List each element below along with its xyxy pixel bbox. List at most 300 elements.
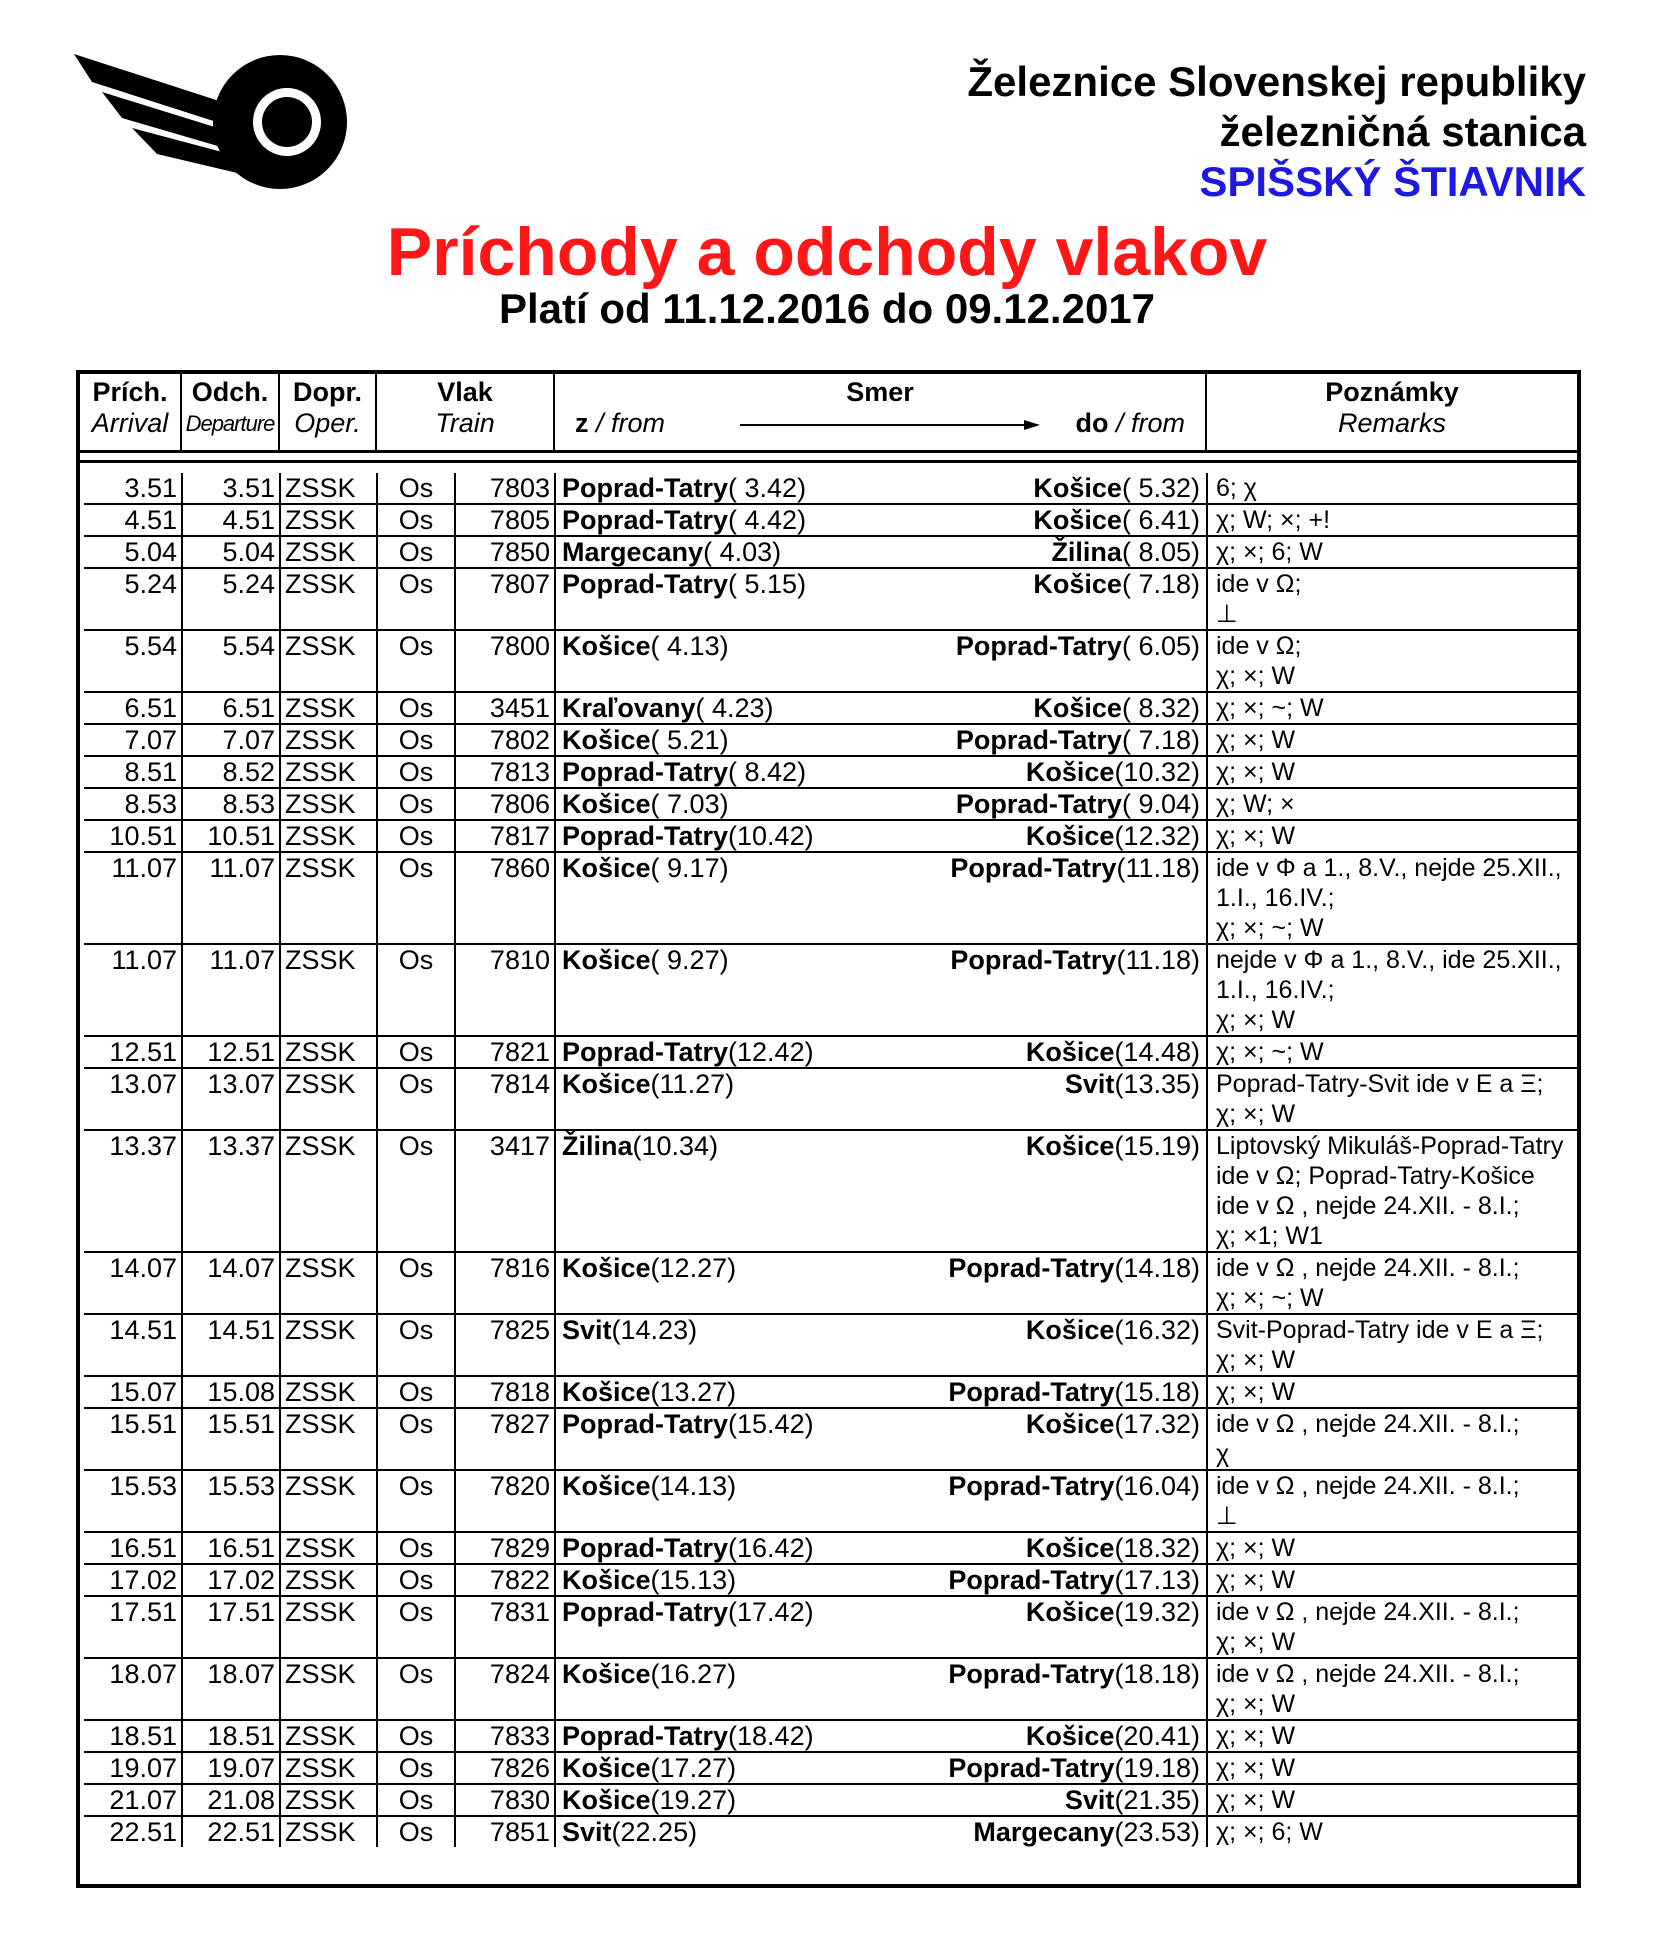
train-number: 7818 <box>455 1376 555 1408</box>
train-type: Os <box>377 504 455 536</box>
remarks <box>1207 536 1577 568</box>
train-type: Os <box>377 1376 455 1408</box>
remark-line: χ; ×; W <box>1216 1378 1296 1406</box>
train-type: Os <box>377 1068 455 1130</box>
origin-station: Poprad-Tatry <box>562 821 729 851</box>
table-row <box>84 1068 1577 1130</box>
destination-station: Poprad-Tatry <box>948 1565 1115 1595</box>
remarks <box>1207 724 1577 756</box>
train-number: 7802 <box>455 724 555 756</box>
destination-time: ( 6.05) <box>1121 631 1200 661</box>
origin-time: ( 4.13) <box>650 631 729 661</box>
arrival-time: 11.07 <box>84 944 182 1036</box>
operator: ZSSK <box>280 1130 377 1252</box>
destination-time: (18.32) <box>1114 1533 1200 1563</box>
train-number: 7817 <box>455 820 555 852</box>
origin-station: Košice <box>562 1471 651 1501</box>
remark-line: χ; W; ×; +! <box>1216 506 1331 534</box>
operator: ZSSK <box>280 1596 377 1658</box>
train-type: Os <box>377 788 455 820</box>
operator: ZSSK <box>280 1658 377 1720</box>
train-type: Os <box>377 1036 455 1068</box>
arrow-right-icon <box>740 420 1040 430</box>
origin-station: Košice <box>562 1659 651 1689</box>
destination-time: (16.04) <box>1114 1471 1200 1501</box>
origin-station: Margecany <box>562 537 704 567</box>
train-number: 7816 <box>455 1252 555 1314</box>
operator: ZSSK <box>280 630 377 692</box>
operator: ZSSK <box>280 1720 377 1752</box>
origin-station: Poprad-Tatry <box>562 1533 729 1563</box>
destination-station: Poprad-Tatry <box>955 789 1122 819</box>
operator: ZSSK <box>280 1564 377 1596</box>
table-row <box>84 630 1577 692</box>
departure-time: 13.07 <box>182 1068 280 1130</box>
arrival-time: 5.04 <box>84 536 182 568</box>
remarks <box>1207 820 1577 852</box>
operator: ZSSK <box>280 1816 377 1847</box>
remark-line: ide v Ω , nejde 24.XII. - 8.I.; <box>1216 1472 1520 1500</box>
destination-time: ( 8.05) <box>1121 537 1200 567</box>
departure-time: 14.51 <box>182 1314 280 1376</box>
remark-line: χ; ×; 6; W <box>1216 1818 1323 1846</box>
remark-line: nejde v Φ a 1., 8.V., ide 25.XII., <box>1216 946 1562 974</box>
train-number: 3417 <box>455 1130 555 1252</box>
train-type: Os <box>377 756 455 788</box>
table-row <box>84 568 1577 630</box>
origin-station: Poprad-Tatry <box>562 757 729 787</box>
col-operator-header: Dopr. Oper. <box>292 377 362 438</box>
operator: ZSSK <box>280 1376 377 1408</box>
operator: ZSSK <box>280 756 377 788</box>
origin-time: ( 4.42) <box>728 505 807 535</box>
train-number: 7810 <box>455 944 555 1036</box>
train-number: 7813 <box>455 756 555 788</box>
destination-time: (15.18) <box>1114 1377 1200 1407</box>
departure-time: 14.07 <box>182 1252 280 1314</box>
arrival-time: 17.51 <box>84 1596 182 1658</box>
arrival-time: 14.07 <box>84 1252 182 1314</box>
table-row <box>84 1408 1577 1470</box>
arrival-time: 5.24 <box>84 568 182 630</box>
table-row <box>84 944 1577 1036</box>
remark-line: Liptovský Mikuláš-Poprad-Tatry <box>1216 1132 1564 1160</box>
operator: ZSSK <box>280 944 377 1036</box>
remark-line: ide v Ω , nejde 24.XII. - 8.I.; <box>1216 1254 1520 1282</box>
origin-time: ( 3.42) <box>728 473 807 503</box>
remarks <box>1207 692 1577 724</box>
operator: ZSSK <box>280 820 377 852</box>
remark-line: χ; ×; W <box>1216 1006 1296 1034</box>
direction-to-label: do / from <box>1075 408 1185 438</box>
train-number: 7800 <box>455 630 555 692</box>
destination-time: (15.19) <box>1114 1131 1200 1161</box>
remark-line: ide v Ω , nejde 24.XII. - 8.I.; <box>1216 1598 1520 1626</box>
train-number: 7831 <box>455 1596 555 1658</box>
origin-station: Košice <box>562 945 651 975</box>
arrival-time: 18.07 <box>84 1658 182 1720</box>
origin-time: (18.42) <box>728 1721 814 1751</box>
destination-station: Košice <box>1025 821 1115 851</box>
arrival-time: 18.51 <box>84 1720 182 1752</box>
table-row <box>84 692 1577 724</box>
remark-line: χ; ×; W <box>1216 1534 1296 1562</box>
train-number: 7826 <box>455 1752 555 1784</box>
departure-time: 4.51 <box>182 504 280 536</box>
arrival-time: 19.07 <box>84 1752 182 1784</box>
remarks <box>1207 1564 1577 1596</box>
operator: ZSSK <box>280 504 377 536</box>
origin-time: ( 4.03) <box>703 537 782 567</box>
departure-time: 12.51 <box>182 1036 280 1068</box>
arrival-time: 15.53 <box>84 1470 182 1532</box>
destination-station: Margecany <box>973 1817 1115 1847</box>
origin-time: (17.27) <box>650 1753 737 1783</box>
operator: ZSSK <box>280 473 377 504</box>
remark-line: χ; ×; W <box>1216 726 1296 754</box>
remark-line: χ; ×; 6; W <box>1216 538 1323 566</box>
arrival-time: 6.51 <box>84 692 182 724</box>
remark-line: χ; ×; W <box>1216 1566 1296 1594</box>
train-number: 3451 <box>455 692 555 724</box>
direction <box>555 1658 1207 1720</box>
departure-time: 21.08 <box>182 1784 280 1816</box>
direction <box>555 1816 1207 1847</box>
remark-line: χ; ×; ~; W <box>1216 914 1324 942</box>
origin-station: Košice <box>562 725 651 755</box>
operator: ZSSK <box>280 568 377 630</box>
remark-line: ide v Φ a 1., 8.V., nejde 25.XII., <box>1216 854 1562 882</box>
train-type: Os <box>377 1408 455 1470</box>
arrival-time: 21.07 <box>84 1784 182 1816</box>
origin-station: Košice <box>562 631 651 661</box>
destination-station: Poprad-Tatry <box>950 853 1117 883</box>
train-number: 7827 <box>455 1408 555 1470</box>
train-type: Os <box>377 692 455 724</box>
remark-line: χ; ×; W <box>1216 1100 1296 1128</box>
remark-line: χ; W; × <box>1216 790 1295 818</box>
table-row <box>84 788 1577 820</box>
train-number: 7824 <box>455 1658 555 1720</box>
table-row <box>84 1784 1577 1816</box>
destination-time: (23.53) <box>1114 1817 1200 1847</box>
arrival-time: 14.51 <box>84 1314 182 1376</box>
departure-time: 17.02 <box>182 1564 280 1596</box>
origin-station: Poprad-Tatry <box>562 1037 729 1067</box>
direction <box>555 1068 1207 1130</box>
remark-line: χ; ×; W <box>1216 758 1296 786</box>
origin-time: ( 7.03) <box>650 789 729 819</box>
operator: ZSSK <box>280 536 377 568</box>
origin-time: (13.27) <box>650 1377 737 1407</box>
destination-time: ( 9.04) <box>1121 789 1200 819</box>
train-number: 7807 <box>455 568 555 630</box>
departure-time: 15.51 <box>182 1408 280 1470</box>
train-number: 7825 <box>455 1314 555 1376</box>
arrival-time: 3.51 <box>84 473 182 504</box>
direction <box>555 1470 1207 1532</box>
train-type: Os <box>377 1532 455 1564</box>
train-type: Os <box>377 820 455 852</box>
destination-station: Košice <box>1033 693 1122 723</box>
train-type: Os <box>377 1470 455 1532</box>
origin-time: (22.25) <box>611 1817 698 1847</box>
destination-time: ( 8.32) <box>1121 693 1200 723</box>
arrival-time: 4.51 <box>84 504 182 536</box>
direction <box>555 1130 1207 1252</box>
train-type: Os <box>377 1752 455 1784</box>
arrival-time: 10.51 <box>84 820 182 852</box>
destination-station: Košice <box>1025 1533 1115 1563</box>
departure-time: 17.51 <box>182 1596 280 1658</box>
remarks <box>1207 1532 1577 1564</box>
origin-station: Svit <box>562 1315 612 1345</box>
direction <box>555 756 1207 788</box>
organization-name: Železnice Slovenskej republiky <box>967 58 1586 105</box>
direction <box>555 1314 1207 1376</box>
arrival-time: 16.51 <box>84 1532 182 1564</box>
train-number: 7821 <box>455 1036 555 1068</box>
remarks <box>1207 756 1577 788</box>
train-type: Os <box>377 1658 455 1720</box>
destination-station: Svit <box>1064 1785 1115 1815</box>
remarks <box>1207 630 1577 692</box>
origin-station: Kraľovany <box>562 693 696 723</box>
remarks <box>1207 1816 1577 1847</box>
table-row <box>84 536 1577 568</box>
arrival-time: 8.53 <box>84 788 182 820</box>
direction <box>555 1784 1207 1816</box>
remark-line: χ; ×1; W1 <box>1216 1222 1323 1250</box>
destination-station: Košice <box>1025 1597 1115 1627</box>
arrival-time: 11.07 <box>84 852 182 944</box>
table-row <box>84 1376 1577 1408</box>
destination-station: Poprad-Tatry <box>948 1659 1115 1689</box>
remark-line: ide v Ω , nejde 24.XII. - 8.I.; <box>1216 1192 1520 1220</box>
col-remarks-header: Poznámky Remarks <box>1325 377 1459 438</box>
destination-time: (13.35) <box>1114 1069 1200 1099</box>
direction <box>555 788 1207 820</box>
remark-line: χ; ×; W <box>1216 1754 1296 1782</box>
departure-time: 7.07 <box>182 724 280 756</box>
table-row <box>84 756 1577 788</box>
table-row <box>84 1596 1577 1658</box>
remarks <box>1207 788 1577 820</box>
table-row <box>84 1036 1577 1068</box>
origin-time: (12.27) <box>650 1253 737 1283</box>
departure-time: 19.07 <box>182 1752 280 1784</box>
remarks <box>1207 852 1577 944</box>
operator: ZSSK <box>280 788 377 820</box>
remark-line: χ; ×; W <box>1216 1346 1296 1374</box>
direction <box>555 1252 1207 1314</box>
origin-time: (17.42) <box>728 1597 814 1627</box>
direction <box>555 1036 1207 1068</box>
train-type: Os <box>377 1816 455 1847</box>
remarks <box>1207 1130 1577 1252</box>
table-row <box>84 1658 1577 1720</box>
remark-line: ide v Ω; Poprad-Tatry-Košice <box>1216 1162 1535 1190</box>
departure-time: 3.51 <box>182 473 280 504</box>
remark-line: χ; ×; W <box>1216 1690 1296 1718</box>
origin-station: Poprad-Tatry <box>562 1721 729 1751</box>
operator: ZSSK <box>280 1068 377 1130</box>
remark-line: 1.I., 16.IV.; <box>1216 884 1335 912</box>
table-row <box>84 1720 1577 1752</box>
arrival-time: 8.51 <box>84 756 182 788</box>
destination-station: Poprad-Tatry <box>948 1377 1115 1407</box>
origin-station: Košice <box>562 789 651 819</box>
operator: ZSSK <box>280 1532 377 1564</box>
remarks <box>1207 473 1577 504</box>
remarks <box>1207 1596 1577 1658</box>
origin-station: Košice <box>562 1785 651 1815</box>
remark-line: ide v Ω; <box>1216 570 1302 598</box>
direction <box>555 1376 1207 1408</box>
origin-time: (14.13) <box>650 1471 737 1501</box>
destination-station: Košice <box>1025 1721 1115 1751</box>
arrival-time: 5.54 <box>84 630 182 692</box>
station-name: SPIŠSKÝ ŠTIAVNIK <box>1199 158 1586 205</box>
direction-from-label: z / from <box>575 408 666 438</box>
table-row <box>84 504 1577 536</box>
arrival-time: 17.02 <box>84 1564 182 1596</box>
departure-time: 11.07 <box>182 852 280 944</box>
train-type: Os <box>377 1720 455 1752</box>
col-arrival-header: Prích. Arrival <box>91 377 169 438</box>
operator: ZSSK <box>280 1752 377 1784</box>
destination-time: ( 7.18) <box>1121 569 1200 599</box>
origin-time: ( 9.17) <box>650 853 729 883</box>
direction <box>555 692 1207 724</box>
remarks <box>1207 1068 1577 1130</box>
destination-time: ( 5.32) <box>1121 473 1200 503</box>
origin-time: (10.42) <box>728 821 814 851</box>
departure-time: 6.51 <box>182 692 280 724</box>
table-row <box>84 852 1577 944</box>
direction <box>555 1596 1207 1658</box>
destination-station: Žilina <box>1051 537 1122 567</box>
origin-time: (19.27) <box>650 1785 737 1815</box>
arrival-time: 22.51 <box>84 1816 182 1847</box>
train-number: 7814 <box>455 1068 555 1130</box>
arrival-time: 15.51 <box>84 1408 182 1470</box>
table-row <box>84 1532 1577 1564</box>
zsr-logo <box>72 52 352 192</box>
timetable <box>84 473 1577 1847</box>
operator: ZSSK <box>280 1470 377 1532</box>
train-type: Os <box>377 1784 455 1816</box>
arrival-time: 15.07 <box>84 1376 182 1408</box>
validity-period: Platí od 11.12.2016 do 09.12.2017 <box>498 285 1156 332</box>
remarks <box>1207 1752 1577 1784</box>
direction <box>555 536 1207 568</box>
destination-time: (17.32) <box>1114 1409 1200 1439</box>
origin-time: ( 5.21) <box>650 725 729 755</box>
train-type: Os <box>377 536 455 568</box>
origin-time: (15.13) <box>650 1565 737 1595</box>
operator: ZSSK <box>280 1408 377 1470</box>
departure-time: 8.52 <box>182 756 280 788</box>
origin-time: ( 8.42) <box>728 757 807 787</box>
remarks <box>1207 504 1577 536</box>
destination-time: (14.48) <box>1114 1037 1200 1067</box>
train-type: Os <box>377 1130 455 1252</box>
destination-time: (10.32) <box>1114 757 1200 787</box>
origin-station: Poprad-Tatry <box>562 569 729 599</box>
operator: ZSSK <box>280 724 377 756</box>
operator: ZSSK <box>280 852 377 944</box>
destination-time: (18.18) <box>1114 1659 1200 1689</box>
destination-time: (12.32) <box>1114 821 1200 851</box>
destination-station: Košice <box>1025 1409 1115 1439</box>
remark-line: χ; ×; W <box>1216 662 1296 690</box>
remark-line: χ; ×; ~; W <box>1216 1284 1324 1312</box>
direction <box>555 1408 1207 1470</box>
destination-time: (16.32) <box>1114 1315 1200 1345</box>
departure-time: 18.07 <box>182 1658 280 1720</box>
origin-station: Žilina <box>562 1131 633 1161</box>
arrival-time: 7.07 <box>84 724 182 756</box>
train-type: Os <box>377 568 455 630</box>
origin-time: (16.27) <box>650 1659 737 1689</box>
train-number: 7860 <box>455 852 555 944</box>
destination-time: (20.41) <box>1114 1721 1200 1751</box>
train-type: Os <box>377 1252 455 1314</box>
origin-time: (10.34) <box>632 1131 719 1161</box>
remark-line: ⊥ <box>1216 1502 1238 1530</box>
destination-time: (21.35) <box>1114 1785 1200 1815</box>
destination-station: Poprad-Tatry <box>948 1253 1115 1283</box>
remark-line: ide v Ω , nejde 24.XII. - 8.I.; <box>1216 1660 1520 1688</box>
table-row <box>84 1252 1577 1314</box>
departure-time: 15.53 <box>182 1470 280 1532</box>
col-direction-header: Smer z / from do / from <box>575 377 1185 438</box>
destination-time: (19.18) <box>1114 1753 1200 1783</box>
train-type: Os <box>377 630 455 692</box>
destination-station: Svit <box>1064 1069 1115 1099</box>
arrival-time: 13.37 <box>84 1130 182 1252</box>
direction <box>555 1752 1207 1784</box>
remark-line: χ; ×; W <box>1216 1786 1296 1814</box>
direction <box>555 1720 1207 1752</box>
remark-line: ⊥ <box>1216 600 1238 628</box>
departure-time: 15.08 <box>182 1376 280 1408</box>
table-row <box>84 820 1577 852</box>
station-label: železničná stanica <box>1219 108 1586 155</box>
destination-time: (17.13) <box>1114 1565 1200 1595</box>
destination-time: (11.18) <box>1116 945 1200 975</box>
remarks <box>1207 1036 1577 1068</box>
direction <box>555 820 1207 852</box>
origin-station: Poprad-Tatry <box>562 473 729 503</box>
train-number: 7805 <box>455 504 555 536</box>
direction <box>555 473 1207 504</box>
train-number: 7851 <box>455 1816 555 1847</box>
destination-station: Košice <box>1025 757 1115 787</box>
destination-station: Košice <box>1033 569 1122 599</box>
departure-time: 16.51 <box>182 1532 280 1564</box>
origin-station: Poprad-Tatry <box>562 1409 729 1439</box>
operator: ZSSK <box>280 1252 377 1314</box>
direction <box>555 1532 1207 1564</box>
origin-station: Košice <box>562 1253 651 1283</box>
train-type: Os <box>377 1596 455 1658</box>
table-row <box>84 1314 1577 1376</box>
destination-station: Košice <box>1033 473 1122 503</box>
direction <box>555 852 1207 944</box>
origin-station: Košice <box>562 853 651 883</box>
